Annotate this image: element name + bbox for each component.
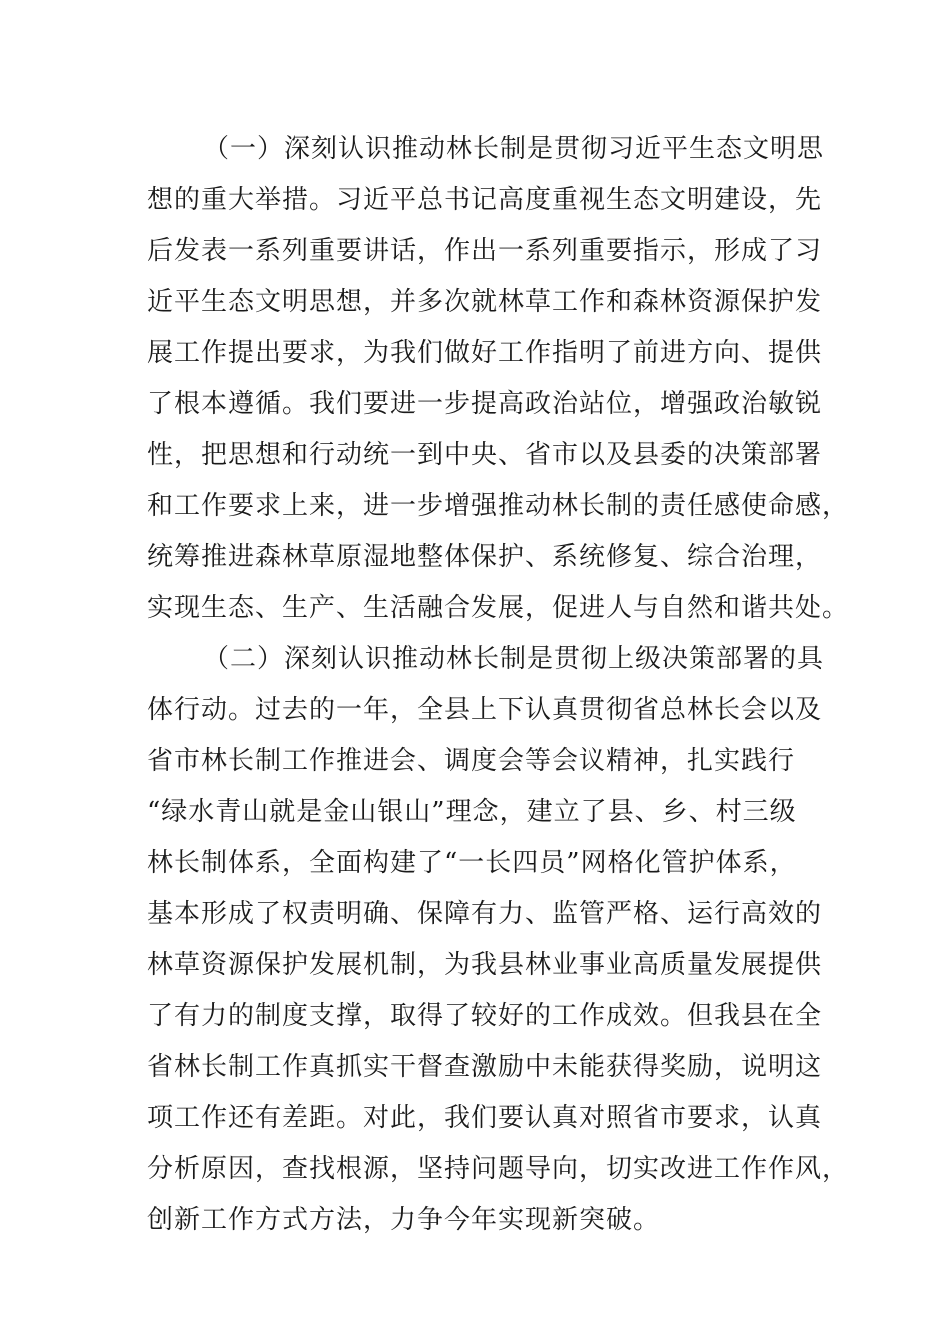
paragraph-line: 省林长制工作真抓实干督查激励中未能获得奖励，说明这 bbox=[147, 1052, 823, 1082]
paragraph-line: 基本形成了权责明确、保障有力、监管严格、运行高效的 bbox=[147, 899, 823, 929]
paragraph-line: 分析原因，查找根源，坚持问题导向，切实改进工作作风， bbox=[147, 1154, 850, 1184]
paragraph-line: 近平生态文明思想，并多次就林草工作和森林资源保护发 bbox=[147, 287, 823, 317]
paragraph-2 bbox=[147, 634, 850, 1246]
paragraph-line: 实现生态、生产、生活融合发展，促进人与自然和谐共处。 bbox=[147, 593, 850, 623]
paragraph-line: （一）深刻认识推动林长制是贯彻习近平生态文明思 bbox=[203, 134, 825, 164]
paragraph-line: 和工作要求上来，进一步增强推动林长制的责任感使命感， bbox=[147, 491, 850, 521]
paragraph-line: 创新工作方式方法，力争今年实现新突破。 bbox=[147, 1205, 661, 1235]
document-body bbox=[147, 124, 850, 1246]
paragraph-line: （二）深刻认识推动林长制是贯彻上级决策部署的具 bbox=[203, 644, 825, 674]
paragraph-line: 后发表一系列重要讲话，作出一系列重要指示，形成了习 bbox=[147, 236, 823, 266]
paragraph-1 bbox=[147, 124, 850, 634]
paragraph-line: “绿水青山就是金山银山”理念，建立了县、乡、村三级 bbox=[147, 797, 797, 827]
paragraph-line: 林草资源保护发展机制，为我县林业事业高质量发展提供 bbox=[147, 950, 823, 980]
paragraph-line: 展工作提出要求，为我们做好工作指明了前进方向、提供 bbox=[147, 338, 823, 368]
paragraph-line: 体行动。过去的一年，全县上下认真贯彻省总林长会以及 bbox=[147, 695, 823, 725]
paragraph-line: 了根本遵循。我们要进一步提高政治站位，增强政治敏锐 bbox=[147, 389, 823, 419]
paragraph-line: 想的重大举措。习近平总书记高度重视生态文明建设，先 bbox=[147, 185, 823, 215]
paragraph-line: 统筹推进森林草原湿地整体保护、系统修复、综合治理， bbox=[147, 542, 823, 572]
paragraph-line: 项工作还有差距。对此，我们要认真对照省市要求，认真 bbox=[147, 1103, 823, 1133]
paragraph-line: 了有力的制度支撑，取得了较好的工作成效。但我县在全 bbox=[147, 1001, 823, 1031]
paragraph-line: 林长制体系，全面构建了“一长四员”网格化管护体系， bbox=[147, 848, 797, 878]
paragraph-line: 性，把思想和行动统一到中央、省市以及县委的决策部署 bbox=[147, 440, 823, 470]
paragraph-line: 省市林长制工作推进会、调度会等会议精神，扎实践行 bbox=[147, 746, 796, 776]
